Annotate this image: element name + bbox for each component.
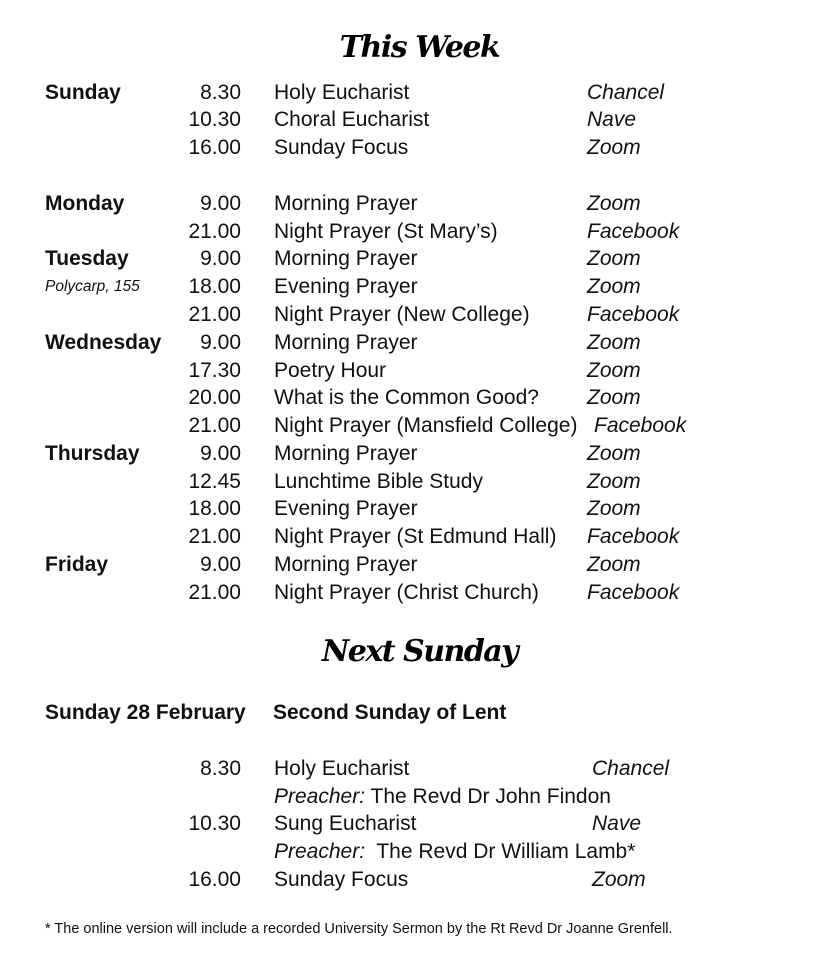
schedule-row (0, 329, 839, 357)
service-time: 9.00 (200, 553, 241, 576)
service-name: Poetry Hour (274, 359, 387, 382)
service-time: 21.00 (188, 525, 241, 548)
schedule-row (0, 273, 839, 301)
liturgical-occasion: Second Sunday of Lent (273, 701, 507, 724)
schedule-row (0, 190, 839, 218)
service-time: 9.00 (200, 192, 241, 215)
service-name: Evening Prayer (274, 275, 418, 298)
service-name: Evening Prayer (274, 497, 418, 520)
service-location: Zoom (587, 247, 641, 270)
service-name: Night Prayer (St Edmund Hall) (274, 525, 557, 548)
service-name: Sunday Focus (274, 868, 409, 891)
this-week-heading: This Week (339, 30, 500, 65)
schedule-row (0, 523, 839, 551)
service-time: 18.00 (188, 275, 241, 298)
preacher-line (274, 783, 611, 811)
footnote: * The online version will include a recorded University Sermon by the Rt Revd Dr Joanne Grenfell. (45, 921, 673, 937)
service-name: Night Prayer (New College) (274, 303, 530, 326)
service-time: 12.45 (188, 470, 241, 493)
service-location: Zoom (587, 331, 641, 354)
day-label: Friday (45, 553, 109, 576)
service-time: 10.30 (188, 812, 241, 835)
service-time: 18.00 (188, 497, 241, 520)
day-label: Monday (45, 192, 125, 215)
service-name: Holy Eucharist (274, 757, 410, 780)
schedule-row (0, 440, 839, 468)
schedule-row (0, 106, 839, 134)
service-name: Sung Eucharist (274, 812, 417, 835)
service-name: Morning Prayer (274, 442, 418, 465)
schedule-row (0, 755, 839, 783)
schedule-row (0, 412, 839, 440)
service-name: Holy Eucharist (274, 81, 410, 104)
service-name: Morning Prayer (274, 192, 418, 215)
service-location: Zoom (587, 275, 641, 298)
service-location: Zoom (587, 553, 641, 576)
preacher-row (0, 838, 839, 866)
service-location: Zoom (587, 359, 641, 382)
schedule-row (0, 79, 839, 107)
preacher-line (274, 838, 635, 866)
schedule-row (0, 810, 839, 838)
schedule-row (0, 866, 839, 894)
service-location: Nave (592, 812, 642, 835)
service-name: Sunday Focus (274, 136, 409, 159)
service-location: Zoom (587, 497, 641, 520)
service-location: Zoom (587, 386, 641, 409)
service-time: 17.30 (188, 359, 241, 382)
day-label: Wednesday (45, 331, 162, 354)
schedule-row (0, 218, 839, 246)
service-time: 21.00 (188, 220, 241, 243)
preacher-name: The Revd Dr John Findon (370, 785, 611, 808)
service-time: 9.00 (200, 331, 241, 354)
service-time: 9.00 (200, 247, 241, 270)
service-location: Chancel (587, 81, 665, 104)
service-location: Nave (587, 108, 637, 131)
service-name: Night Prayer (Mansfield College) (274, 414, 578, 437)
schedule-row (0, 495, 839, 523)
service-name: Choral Eucharist (274, 108, 430, 131)
service-location: Facebook (587, 581, 680, 604)
preacher-name: The Revd Dr William Lamb* (376, 840, 636, 863)
preacher-label: Preacher: (274, 840, 366, 863)
schedule-row (0, 384, 839, 412)
service-name: Morning Prayer (274, 331, 418, 354)
schedule-row (0, 245, 839, 273)
service-location: Facebook (587, 220, 680, 243)
service-location: Zoom (587, 136, 641, 159)
service-time: 21.00 (188, 581, 241, 604)
preacher-row (0, 783, 839, 811)
next-sunday-date: Sunday 28 February (45, 701, 246, 724)
service-location: Zoom (587, 470, 641, 493)
service-time: 9.00 (200, 442, 241, 465)
service-time: 21.00 (188, 414, 241, 437)
next-sunday-heading: Next Sunday (321, 634, 518, 669)
schedule-row (0, 579, 839, 607)
service-name: Morning Prayer (274, 553, 418, 576)
feast-day-note: Polycarp, 155 (45, 278, 140, 295)
service-time: 16.00 (188, 136, 241, 159)
schedule-row (0, 301, 839, 329)
service-time: 21.00 (188, 303, 241, 326)
service-location: Chancel (592, 757, 670, 780)
service-time: 10.30 (188, 108, 241, 131)
service-name: Night Prayer (Christ Church) (274, 581, 539, 604)
service-time: 8.30 (200, 81, 241, 104)
service-location: Facebook (587, 525, 680, 548)
service-location: Facebook (594, 414, 687, 437)
day-label: Sunday (45, 81, 121, 104)
schedule-row (0, 134, 839, 162)
service-name: Lunchtime Bible Study (274, 470, 483, 493)
next-sunday-date-row (0, 699, 839, 727)
service-name: What is the Common Good? (274, 386, 539, 409)
schedule-row (0, 551, 839, 579)
day-label: Tuesday (45, 247, 129, 270)
schedule-row (0, 468, 839, 496)
service-time: 20.00 (188, 386, 241, 409)
preacher-label: Preacher: (274, 785, 366, 808)
day-label: Thursday (45, 442, 140, 465)
service-location: Zoom (587, 442, 641, 465)
service-location: Zoom (587, 192, 641, 215)
service-name: Morning Prayer (274, 247, 418, 270)
service-time: 16.00 (188, 868, 241, 891)
service-time: 8.30 (200, 757, 241, 780)
schedule-row (0, 357, 839, 385)
service-name: Night Prayer (St Mary’s) (274, 220, 498, 243)
service-location: Facebook (587, 303, 680, 326)
service-location: Zoom (592, 868, 646, 891)
